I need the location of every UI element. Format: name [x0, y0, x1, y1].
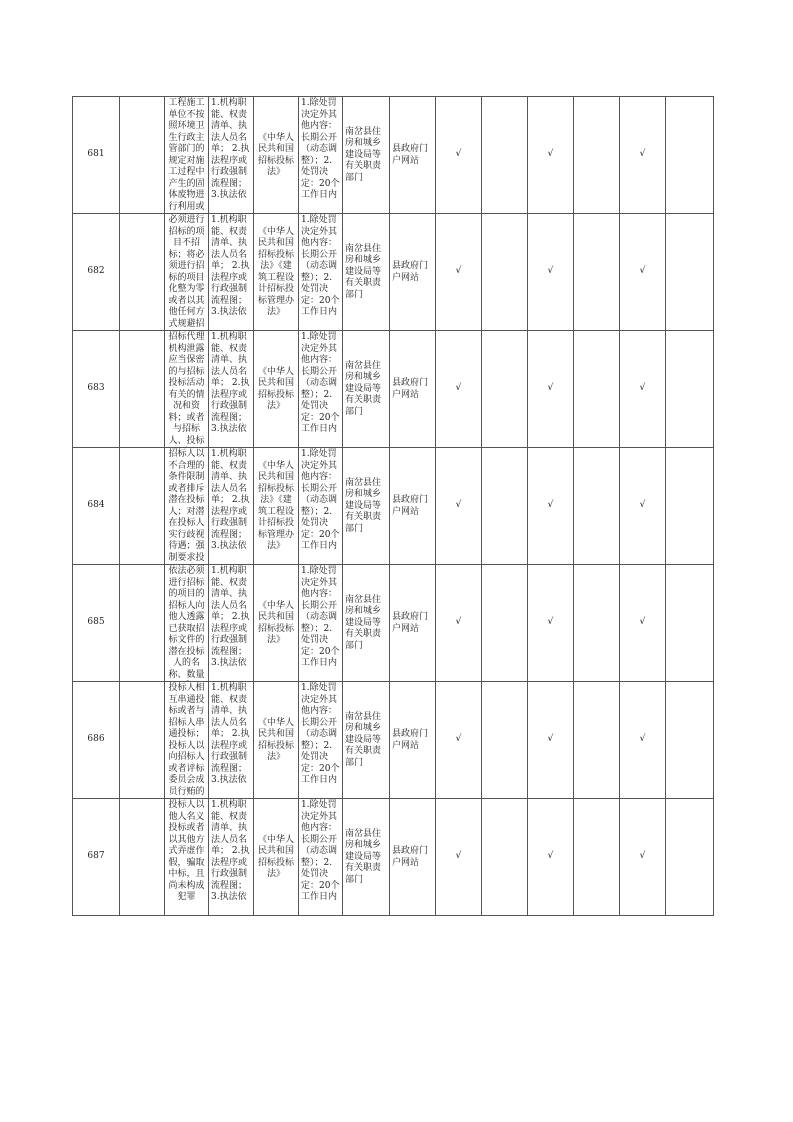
- check-empty-2: [574, 97, 620, 214]
- check-county: [528, 799, 574, 916]
- subject-cell: 南岔县住房和城乡建设局等有关职责部门: [343, 799, 390, 916]
- check-empty-3: [666, 799, 714, 916]
- check-mark: √: [639, 500, 646, 511]
- disclosure-table: [72, 96, 714, 916]
- subject-cell: 南岔县住房和城乡建设局等有关职责部门: [343, 214, 390, 331]
- check-mark: √: [639, 851, 646, 862]
- check-county: [528, 682, 574, 799]
- check-empty-1: [482, 682, 528, 799]
- row-number: 682: [73, 214, 120, 331]
- check-mark: √: [547, 617, 554, 628]
- check-empty-2: [574, 214, 620, 331]
- check-empty-3: [666, 214, 714, 331]
- check-empty-3: [666, 682, 714, 799]
- content-cell: 1.机构职能、权责清单、执法人员名单； 2.执法程序或行政强制流程图； 3.执法依: [209, 97, 254, 214]
- content-cell: 1.机构职能、权责清单、执法人员名单； 2.执法程序或行政强制流程图； 3.执法依: [209, 214, 254, 331]
- content-cell: 1.机构职能、权责清单、执法人员名单； 2.执法程序或行政强制流程图； 3.执法依: [209, 448, 254, 565]
- content-cell: 1.机构职能、权责清单、执法人员名单； 2.执法程序或行政强制流程图； 3.执法依: [209, 799, 254, 916]
- matter-cell: 招标代理机构泄露应当保密的与招标投标活动有关的情况和资料；或者与招标人、投标: [165, 331, 209, 448]
- table-row: [73, 97, 714, 214]
- time-cell: 1.除处罚决定外其他内容：长期公开（动态调整）；2.处罚决定：20个工作日内: [299, 331, 343, 448]
- channel-cell: 县政府门户网站: [390, 97, 436, 214]
- basis-cell: 《中华人民共和国招标投标法》: [254, 565, 299, 682]
- matter-cell: 投标人相互串通投标或者与招标人串通投标；投标人以向招标人或者评标委员会成员行贿的: [165, 682, 209, 799]
- check-mark: √: [639, 383, 646, 394]
- check-all-public: [436, 682, 482, 799]
- check-mark: √: [455, 734, 462, 745]
- subject-cell: 南岔县住房和城乡建设局等有关职责部门: [343, 97, 390, 214]
- basis-cell: 《中华人民共和国招标投标法》: [254, 331, 299, 448]
- check-mark: √: [455, 266, 462, 277]
- check-empty-2: [574, 799, 620, 916]
- channel-cell: 县政府门户网站: [390, 565, 436, 682]
- category-cell: [120, 97, 165, 214]
- subject-cell: 南岔县住房和城乡建设局等有关职责部门: [343, 331, 390, 448]
- check-empty-3: [666, 448, 714, 565]
- check-all-public: [436, 799, 482, 916]
- matter-cell: 招标人以不合理的条件限制或者排斥潜在投标人；对潜在投标人实行歧视待遇；强制要求投: [165, 448, 209, 565]
- category-cell: [120, 448, 165, 565]
- category-cell: [120, 799, 165, 916]
- check-county: [528, 448, 574, 565]
- check-county: [528, 331, 574, 448]
- check-mark: √: [547, 266, 554, 277]
- row-number: 686: [73, 682, 120, 799]
- basis-cell: 《中华人民共和国招标投标法》《建筑工程设计招标投标管理办法》: [254, 214, 299, 331]
- row-number: 687: [73, 799, 120, 916]
- matter-cell: 必须进行招标的项目不招标；将必须进行招标的项目化整为零或者以其他任何方式规避招: [165, 214, 209, 331]
- check-active: [620, 565, 666, 682]
- check-all-public: [436, 97, 482, 214]
- check-empty-1: [482, 799, 528, 916]
- channel-cell: 县政府门户网站: [390, 331, 436, 448]
- row-number: 681: [73, 97, 120, 214]
- check-active: [620, 214, 666, 331]
- check-mark: √: [547, 383, 554, 394]
- check-mark: √: [455, 851, 462, 862]
- row-number: 684: [73, 448, 120, 565]
- check-mark: √: [547, 851, 554, 862]
- check-active: [620, 97, 666, 214]
- basis-cell: 《中华人民共和国招标投标法》: [254, 682, 299, 799]
- check-empty-2: [574, 448, 620, 565]
- content-cell: 1.机构职能、权责清单、执法人员名单； 2.执法程序或行政强制流程图； 3.执法依: [209, 565, 254, 682]
- time-cell: 1.除处罚决定外其他内容：长期公开（动态调整）；2.处罚决定：20个工作日内: [299, 682, 343, 799]
- time-cell: 1.除处罚决定外其他内容：长期公开（动态调整）；2.处罚决定：20个工作日内: [299, 448, 343, 565]
- channel-cell: 县政府门户网站: [390, 448, 436, 565]
- category-cell: [120, 214, 165, 331]
- check-mark: √: [455, 383, 462, 394]
- check-mark: √: [639, 734, 646, 745]
- check-empty-1: [482, 448, 528, 565]
- check-active: [620, 682, 666, 799]
- check-empty-3: [666, 331, 714, 448]
- check-empty-1: [482, 214, 528, 331]
- category-cell: [120, 331, 165, 448]
- check-mark: √: [639, 617, 646, 628]
- check-empty-1: [482, 331, 528, 448]
- time-cell: 1.除处罚决定外其他内容：长期公开（动态调整）；2.处罚决定：20个工作日内: [299, 799, 343, 916]
- check-mark: √: [639, 266, 646, 277]
- check-mark: √: [455, 149, 462, 160]
- basis-cell: 《中华人民共和国招标投标法》: [254, 799, 299, 916]
- check-empty-1: [482, 97, 528, 214]
- matter-cell: 工程施工单位不按照环境卫生行政主管部门的规定对施工过程中产生的固体废物进行利用或: [165, 97, 209, 214]
- check-mark: √: [639, 149, 646, 160]
- subject-cell: 南岔县住房和城乡建设局等有关职责部门: [343, 448, 390, 565]
- check-empty-3: [666, 565, 714, 682]
- check-active: [620, 799, 666, 916]
- basis-cell: 《中华人民共和国招标投标法》: [254, 97, 299, 214]
- row-number: 683: [73, 331, 120, 448]
- check-all-public: [436, 565, 482, 682]
- row-number: 685: [73, 565, 120, 682]
- matter-cell: 投标人以他人名义投标或者以其他方式弄虚作假，骗取中标，且尚未构成犯罪: [165, 799, 209, 916]
- matter-cell: 依法必须进行招标的项目的招标人向他人透露已获取招标文件的潜在投标人的名称、数量: [165, 565, 209, 682]
- check-mark: √: [547, 500, 554, 511]
- table-row: [73, 448, 714, 565]
- table-row: [73, 799, 714, 916]
- check-active: [620, 331, 666, 448]
- channel-cell: 县政府门户网站: [390, 682, 436, 799]
- channel-cell: 县政府门户网站: [390, 799, 436, 916]
- check-active: [620, 448, 666, 565]
- check-empty-1: [482, 565, 528, 682]
- check-county: [528, 565, 574, 682]
- check-empty-2: [574, 682, 620, 799]
- check-mark: √: [547, 149, 554, 160]
- time-cell: 1.除处罚决定外其他内容：长期公开（动态调整）；2.处罚决定：20个工作日内: [299, 565, 343, 682]
- subject-cell: 南岔县住房和城乡建设局等有关职责部门: [343, 682, 390, 799]
- check-empty-2: [574, 331, 620, 448]
- basis-cell: 《中华人民共和国招标投标法》《建筑工程设计招标投标管理办法》: [254, 448, 299, 565]
- table-row: [73, 682, 714, 799]
- check-all-public: [436, 331, 482, 448]
- category-cell: [120, 682, 165, 799]
- check-mark: √: [455, 500, 462, 511]
- check-county: [528, 97, 574, 214]
- time-cell: 1.除处罚决定外其他内容：长期公开（动态调整）；2.处罚决定：20个工作日内: [299, 214, 343, 331]
- check-all-public: [436, 214, 482, 331]
- check-mark: √: [547, 734, 554, 745]
- table-row: [73, 214, 714, 331]
- channel-cell: 县政府门户网站: [390, 214, 436, 331]
- category-cell: [120, 565, 165, 682]
- check-empty-3: [666, 97, 714, 214]
- content-cell: 1.机构职能、权责清单、执法人员名单； 2.执法程序或行政强制流程图； 3.执法依: [209, 331, 254, 448]
- check-county: [528, 214, 574, 331]
- time-cell: 1.除处罚决定外其他内容：长期公开（动态调整）；2.处罚决定：20个工作日内: [299, 97, 343, 214]
- check-all-public: [436, 448, 482, 565]
- subject-cell: 南岔县住房和城乡建设局等有关职责部门: [343, 565, 390, 682]
- content-cell: 1.机构职能、权责清单、执法人员名单； 2.执法程序或行政强制流程图； 3.执法依: [209, 682, 254, 799]
- table-row: [73, 565, 714, 682]
- check-mark: √: [455, 617, 462, 628]
- table-row: [73, 331, 714, 448]
- check-empty-2: [574, 565, 620, 682]
